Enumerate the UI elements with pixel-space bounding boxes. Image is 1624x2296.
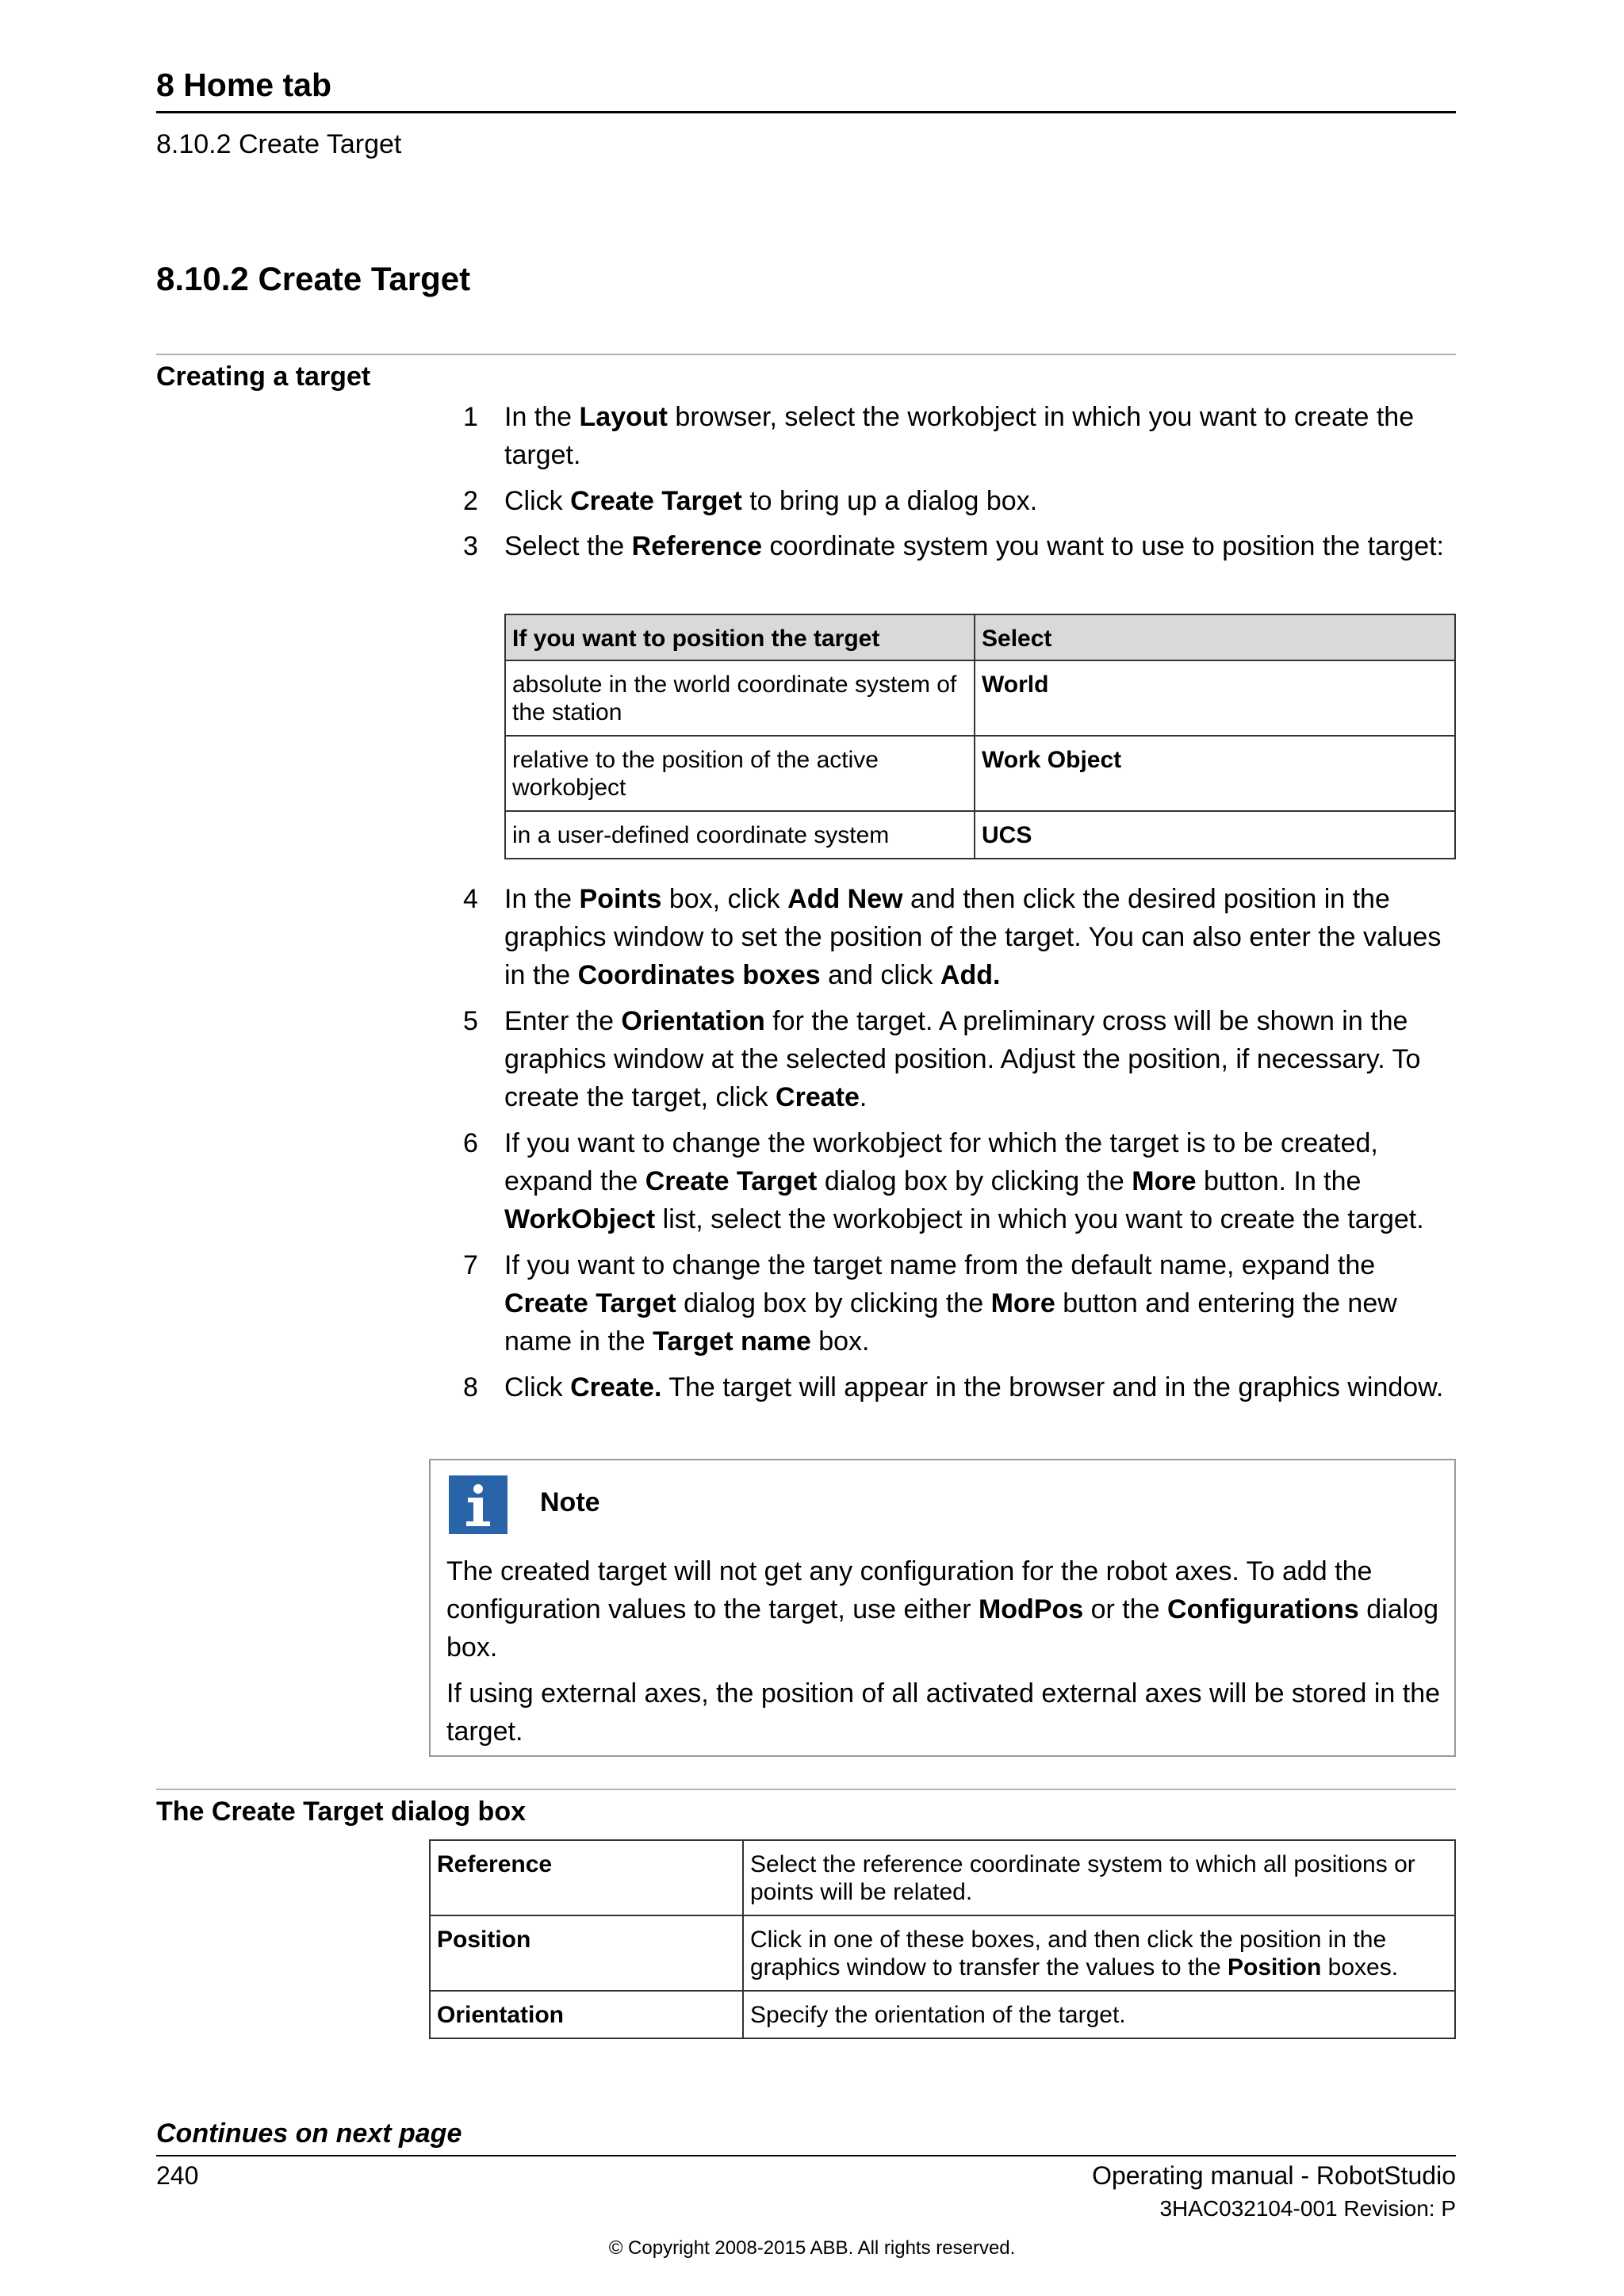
table-row <box>505 736 1455 811</box>
bold-term: More <box>1132 1166 1197 1196</box>
table-row <box>430 1991 1455 2038</box>
table-cell: UCS <box>975 811 1455 859</box>
page-title: 8.10.2 Create Target <box>156 260 471 297</box>
bold-term: WorkObject <box>504 1204 656 1234</box>
table-cell-description: Select the reference coordinate system to which all positions or points will be related. <box>743 1840 1455 1915</box>
step-text: Select the Reference coordinate system you want to use to position the target: <box>504 531 1445 561</box>
step-number: 6 <box>463 1128 478 1158</box>
bold-term: Configurations <box>1167 1594 1359 1624</box>
continues-label: Continues on next page <box>156 2118 462 2149</box>
bold-term: Coordinates boxes <box>577 960 821 990</box>
document-id: 3HAC032104-001 Revision: P <box>1159 2196 1456 2221</box>
table-cell: World <box>975 660 1455 736</box>
bold-term: ModPos <box>978 1594 1084 1624</box>
note-paragraph: The created target will not get any configuration for the robot axes. To add the configuration values to the target, use either ModPos or the Configurations dialog box. <box>446 1556 1438 1663</box>
info-icon <box>449 1475 508 1534</box>
bold-term: Points <box>579 884 662 914</box>
copyright: © Copyright 2008-2015 ABB. All rights reserved. <box>608 2237 1016 2259</box>
table-header-cell: If you want to position the target <box>505 614 975 660</box>
table-cell-description: Specify the orientation of the target. <box>743 1991 1455 2038</box>
table-cell-label: Position <box>430 1915 743 1991</box>
bold-term: Reference <box>631 531 763 561</box>
bold-term: Target name <box>653 1326 811 1357</box>
step-number: 8 <box>463 1372 478 1402</box>
dialog-fields-table <box>429 1839 1456 2039</box>
header-rule <box>156 111 1456 113</box>
section-rule <box>156 1789 1456 1790</box>
note-box <box>429 1459 1456 1757</box>
step-text: In the Points box, click Add New and then click the desired position in the graphics window to set the position of the target. You can also enter the values in the Coordinates boxes and click Add. <box>504 884 1442 990</box>
reference-table <box>504 614 1456 859</box>
section-heading-creating: Creating a target <box>156 362 371 392</box>
bold-term: Add. <box>940 960 1001 990</box>
note-title: Note <box>540 1487 600 1517</box>
table-row <box>430 1915 1455 1991</box>
note-paragraph: If using external axes, the position of all activated external axes will be stored in the target. <box>446 1678 1441 1747</box>
bold-term: Add New <box>787 884 903 914</box>
table-row <box>505 660 1455 736</box>
section-rule <box>156 354 1456 355</box>
step-text: Enter the Orientation for the target. A preliminary cross will be shown in the graphics window at the selected position. Adjust the position, if necessary. To create the target, click Create. <box>504 1006 1421 1112</box>
table-header-row <box>505 614 1455 660</box>
table-cell: absolute in the world coordinate system of the station <box>505 660 975 736</box>
bold-term: Create Target <box>645 1166 818 1196</box>
bold-term: Create Target <box>504 1288 676 1318</box>
step-text: Click Create. The target will appear in the browser and in the graphics window. <box>504 1372 1444 1402</box>
page-number: 240 <box>156 2161 199 2190</box>
step-text: In the Layout browser, select the workobject in which you want to create the target. <box>504 402 1415 470</box>
table-header-cell: Select <box>975 614 1455 660</box>
section-heading-dialog: The Create Target dialog box <box>156 1797 527 1827</box>
table-cell-description: Click in one of these boxes, and then click the position in the graphics window to transfer the values to the Position boxes. <box>743 1915 1455 1991</box>
table-cell: relative to the position of the active workobject <box>505 736 975 811</box>
table-cell-label: Orientation <box>430 1991 743 2038</box>
step-text: If you want to change the workobject for which the target is to be created, expand the Create Target dialog box by clicking the More button. In the WorkObject list, select the workobject in which you want to create the target. <box>504 1128 1424 1234</box>
bold-term: Create <box>776 1082 860 1112</box>
table-cell: Work Object <box>975 736 1455 811</box>
table-cell-label: Reference <box>430 1840 743 1915</box>
table-row <box>505 811 1455 859</box>
bold-term: Orientation <box>621 1006 765 1036</box>
bold-term: Position <box>1228 1954 1322 1980</box>
bold-term: Create. <box>570 1372 662 1402</box>
step-number: 1 <box>463 402 478 432</box>
section-header: 8.10.2 Create Target <box>156 129 402 159</box>
step-number: 3 <box>463 531 478 561</box>
bold-term: More <box>990 1288 1055 1318</box>
step-number: 5 <box>463 1006 478 1036</box>
bold-term: Create Target <box>570 486 742 516</box>
table-cell: in a user-defined coordinate system <box>505 811 975 859</box>
step-number: 7 <box>463 1250 478 1280</box>
manual-title: Operating manual - RobotStudio <box>1092 2161 1456 2190</box>
step-text: If you want to change the target name from the default name, expand the Create Target dialog box by clicking the More button and entering the new name in the Target name box. <box>504 1250 1397 1357</box>
step-text: Click Create Target to bring up a dialog box. <box>504 486 1038 516</box>
bold-term: Layout <box>579 402 668 432</box>
chapter-header: 8 Home tab <box>156 67 331 103</box>
step-number: 4 <box>463 884 478 914</box>
step-number: 2 <box>463 486 478 516</box>
table-row <box>430 1840 1455 1915</box>
footer-rule <box>156 2155 1456 2156</box>
